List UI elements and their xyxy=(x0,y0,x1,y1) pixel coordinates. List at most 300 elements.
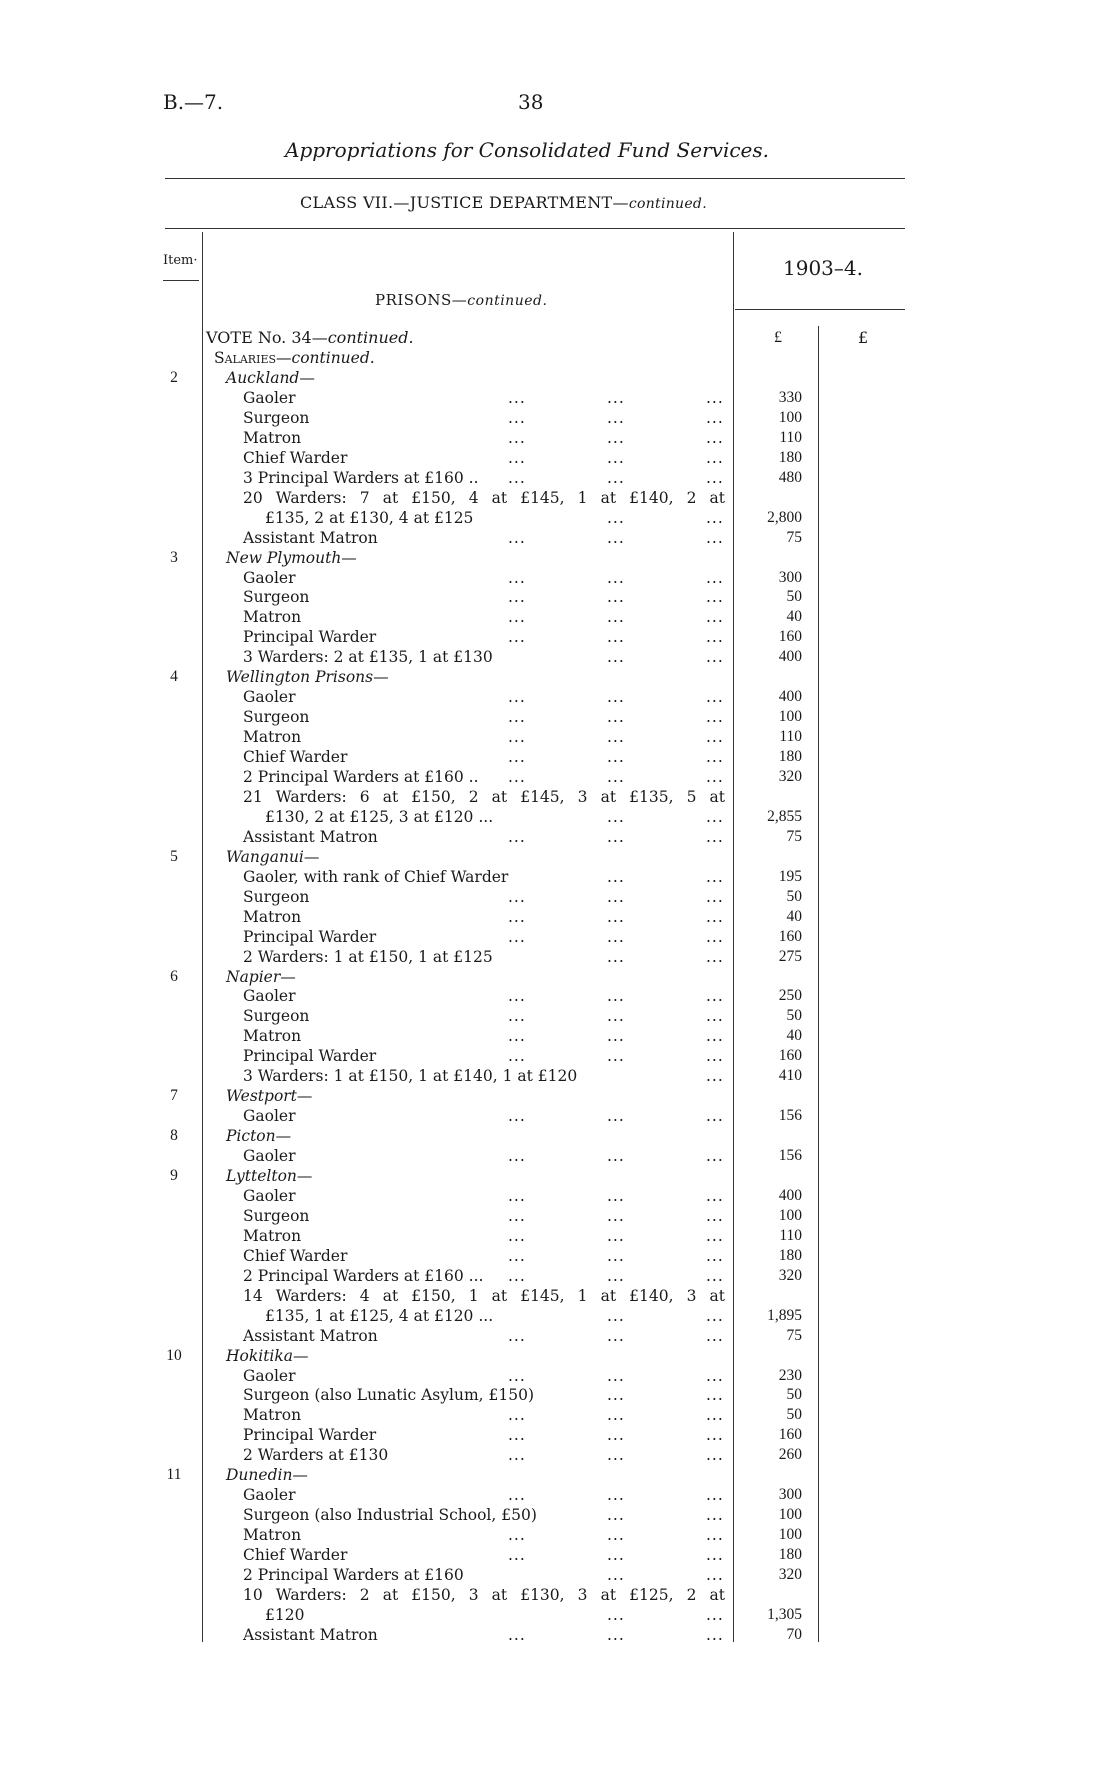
salaries-row xyxy=(0,348,1114,368)
table-row xyxy=(0,707,1114,727)
place-row xyxy=(0,967,1114,987)
year-column-header: 1903–4. xyxy=(783,256,863,280)
leader-dots: ... xyxy=(706,1606,724,1624)
amount-cell: 100 xyxy=(778,708,802,725)
table-row xyxy=(0,1525,1114,1545)
amount-cell: 400 xyxy=(778,688,802,705)
amount-cell: 50 xyxy=(786,1406,802,1423)
amount-cell: 70 xyxy=(786,1626,802,1643)
place-name: Picton— xyxy=(226,1127,292,1145)
amount-cell: 400 xyxy=(778,1187,802,1204)
leader-dots: ... xyxy=(508,1187,526,1205)
leader-dots: ... xyxy=(706,1426,724,1444)
item-header-rule xyxy=(163,280,199,281)
leader-dots: ... xyxy=(607,1526,625,1544)
table-row xyxy=(0,1206,1114,1226)
currency-column-1: £ xyxy=(774,329,782,346)
table-row xyxy=(0,1306,1114,1326)
leader-dots: ... xyxy=(607,429,625,447)
leader-dots: ... xyxy=(607,1506,625,1524)
amount-cell: 50 xyxy=(786,888,802,905)
leader-dots: ... xyxy=(508,1546,526,1564)
table-row xyxy=(0,1106,1114,1126)
leader-dots: ... xyxy=(706,908,724,926)
entry-label: Gaoler xyxy=(243,389,296,407)
entry-label: Principal Warder xyxy=(243,1426,377,1444)
leader-dots: ... xyxy=(508,409,526,427)
place-name: Napier— xyxy=(226,968,296,986)
table-row xyxy=(0,1186,1114,1206)
amount-cell: 110 xyxy=(779,728,802,745)
leader-dots: ... xyxy=(706,1027,724,1045)
leader-dots: ... xyxy=(508,688,526,706)
table-row xyxy=(0,428,1114,448)
leader-dots: ... xyxy=(607,509,625,527)
place-row xyxy=(0,1346,1114,1366)
entry-label: Gaoler xyxy=(243,1367,296,1385)
table-row xyxy=(0,1545,1114,1565)
table-row xyxy=(0,528,1114,548)
leader-dots: ... xyxy=(508,529,526,547)
page-number: 38 xyxy=(518,90,544,114)
entry-label: 2 Principal Warders at £160 .. xyxy=(243,768,479,786)
table-row xyxy=(0,1445,1114,1465)
leader-dots: ... xyxy=(508,828,526,846)
leader-dots: ... xyxy=(508,1626,526,1644)
amount-cell: 180 xyxy=(778,748,802,765)
leader-dots: ... xyxy=(607,828,625,846)
table-row xyxy=(0,1585,1114,1605)
entry-label: Surgeon (also Lunatic Asylum, £150) xyxy=(243,1386,534,1404)
leader-dots: ... xyxy=(607,1566,625,1584)
leader-dots: ... xyxy=(706,469,724,487)
entry-label: Matron xyxy=(243,908,302,926)
leader-dots: ... xyxy=(508,987,526,1005)
leader-dots: ... xyxy=(706,868,724,886)
leader-dots: ... xyxy=(706,648,724,666)
leader-dots: ... xyxy=(607,1147,625,1165)
table-row xyxy=(0,687,1114,707)
amount-cell: 330 xyxy=(778,389,802,406)
amount-cell: 320 xyxy=(778,768,802,785)
leader-dots: ... xyxy=(607,888,625,906)
amount-cell: 100 xyxy=(778,409,802,426)
amount-cell: 180 xyxy=(778,1546,802,1563)
amount-cell: 156 xyxy=(778,1107,802,1124)
leader-dots: ... xyxy=(508,1367,526,1385)
entry-label: Surgeon xyxy=(243,708,310,726)
leader-dots: ... xyxy=(607,928,625,946)
table-row xyxy=(0,1605,1114,1625)
leader-dots: ... xyxy=(508,748,526,766)
leader-dots: ... xyxy=(508,608,526,626)
table-row xyxy=(0,1425,1114,1445)
year-header-rule xyxy=(735,309,905,310)
leader-dots: ... xyxy=(607,1626,625,1644)
leader-dots: ... xyxy=(706,708,724,726)
item-number: 5 xyxy=(170,848,178,865)
leader-dots: ... xyxy=(706,1386,724,1404)
leader-dots: ... xyxy=(607,628,625,646)
leader-dots: ... xyxy=(706,409,724,427)
leader-dots: ... xyxy=(508,1027,526,1045)
place-row xyxy=(0,847,1114,867)
entry-label: Assistant Matron xyxy=(243,1626,378,1644)
leader-dots: ... xyxy=(706,1367,724,1385)
table-row xyxy=(0,1146,1114,1166)
leader-dots: ... xyxy=(706,1007,724,1025)
amount-cell: 180 xyxy=(778,449,802,466)
entry-label: Assistant Matron xyxy=(243,529,378,547)
leader-dots: ... xyxy=(607,1327,625,1345)
leader-dots: ... xyxy=(607,1107,625,1125)
leader-dots: ... xyxy=(607,1247,625,1265)
leader-dots: ... xyxy=(706,1446,724,1464)
table-row xyxy=(0,1366,1114,1386)
vote-label xyxy=(206,328,414,348)
leader-dots: ... xyxy=(607,569,625,587)
entry-label: Surgeon xyxy=(243,588,310,606)
entry-label: 20 Warders: 7 at £150, 4 at £145, 1 at £140, 2 at xyxy=(243,489,725,507)
table-row xyxy=(0,1026,1114,1046)
entry-label: 2 Warders at £130 xyxy=(243,1446,389,1464)
leader-dots: ... xyxy=(607,529,625,547)
leader-dots: ... xyxy=(607,1187,625,1205)
report-reference: B.—7. xyxy=(163,90,224,114)
leader-dots: ... xyxy=(508,1207,526,1225)
amount-cell: 160 xyxy=(778,1047,802,1064)
leader-dots: ... xyxy=(607,808,625,826)
place-row xyxy=(0,667,1114,687)
table-row xyxy=(0,1246,1114,1266)
entry-label: 2 Warders: 1 at £150, 1 at £125 xyxy=(243,948,493,966)
table-row xyxy=(0,647,1114,667)
leader-dots: ... xyxy=(607,1047,625,1065)
entry-label: 2 Principal Warders at £160 xyxy=(243,1566,464,1584)
leader-dots: ... xyxy=(508,449,526,467)
leader-dots: ... xyxy=(508,1486,526,1504)
leader-dots: ... xyxy=(508,1327,526,1345)
leader-dots: ... xyxy=(607,608,625,626)
item-number: 7 xyxy=(170,1087,178,1104)
entry-label: 3 Principal Warders at £160 .. xyxy=(243,469,479,487)
entry-label: Gaoler xyxy=(243,1107,296,1125)
place-row xyxy=(0,1465,1114,1485)
leader-dots: ... xyxy=(706,569,724,587)
amount-cell: 2,855 xyxy=(767,808,802,825)
entry-label-continued: £135, 1 at £125, 4 at £120 ... xyxy=(265,1307,494,1325)
amount-cell: 275 xyxy=(778,948,802,965)
place-row xyxy=(0,368,1114,388)
leader-dots: ... xyxy=(706,1327,724,1345)
table-row xyxy=(0,448,1114,468)
place-name: Westport— xyxy=(226,1087,313,1105)
table-row xyxy=(0,1565,1114,1585)
place-row xyxy=(0,1126,1114,1146)
leader-dots: ... xyxy=(706,449,724,467)
leader-dots: ... xyxy=(706,808,724,826)
entry-label: Gaoler xyxy=(243,1187,296,1205)
table-row xyxy=(0,787,1114,807)
item-number: 11 xyxy=(166,1466,182,1483)
leader-dots: ... xyxy=(706,1147,724,1165)
entry-label: Gaoler xyxy=(243,987,296,1005)
leader-dots: ... xyxy=(706,768,724,786)
table-row xyxy=(0,1405,1114,1425)
leader-dots: ... xyxy=(706,628,724,646)
leader-dots: ... xyxy=(508,928,526,946)
leader-dots: ... xyxy=(706,1546,724,1564)
leader-dots: ... xyxy=(508,1147,526,1165)
salaries-label xyxy=(214,348,375,368)
amount-cell: 160 xyxy=(778,1426,802,1443)
table-row xyxy=(0,867,1114,887)
table-row xyxy=(0,1006,1114,1026)
amount-cell: 75 xyxy=(786,1327,802,1344)
amount-cell: 300 xyxy=(778,569,802,586)
leader-dots: ... xyxy=(508,768,526,786)
table-row xyxy=(0,1505,1114,1525)
leader-dots: ... xyxy=(508,1227,526,1245)
amount-cell: 50 xyxy=(786,1007,802,1024)
leader-dots: ... xyxy=(706,1107,724,1125)
leader-dots: ... xyxy=(508,888,526,906)
leader-dots: ... xyxy=(607,768,625,786)
table-row xyxy=(0,1286,1114,1306)
table-top-rule xyxy=(165,228,905,229)
entry-label: Matron xyxy=(243,1227,302,1245)
amount-cell: 180 xyxy=(778,1247,802,1264)
leader-dots: ... xyxy=(706,509,724,527)
amount-cell: 110 xyxy=(779,429,802,446)
leader-dots: ... xyxy=(607,648,625,666)
table-row xyxy=(0,607,1114,627)
leader-dots: ... xyxy=(706,529,724,547)
entry-label: Gaoler xyxy=(243,569,296,587)
leader-dots: ... xyxy=(607,1426,625,1444)
leader-dots: ... xyxy=(508,628,526,646)
leader-dots: ... xyxy=(706,588,724,606)
leader-dots: ... xyxy=(508,1047,526,1065)
item-number: 4 xyxy=(170,668,178,685)
table-row xyxy=(0,747,1114,767)
place-name: Auckland— xyxy=(226,369,315,387)
amount-cell: 1,895 xyxy=(767,1307,802,1324)
table-row xyxy=(0,1266,1114,1286)
amount-cell: 156 xyxy=(778,1147,802,1164)
table-row xyxy=(0,807,1114,827)
amount-cell: 195 xyxy=(778,868,802,885)
place-name: Lyttelton— xyxy=(226,1167,313,1185)
section-heading-text: PRISONS— xyxy=(375,291,468,309)
entry-label: 10 Warders: 2 at £150, 3 at £130, 3 at £125, 2 at xyxy=(243,1586,725,1604)
entry-label-continued: £135, 2 at £130, 4 at £125 xyxy=(265,509,474,527)
amount-cell: 75 xyxy=(786,529,802,546)
item-number: 8 xyxy=(170,1127,178,1144)
leader-dots: ... xyxy=(508,588,526,606)
leader-dots: ... xyxy=(706,748,724,766)
table-row xyxy=(0,927,1114,947)
leader-dots: ... xyxy=(607,1386,625,1404)
entry-label: Surgeon xyxy=(243,1207,310,1225)
entry-label: 3 Warders: 1 at £150, 1 at £140, 1 at £120 xyxy=(243,1067,578,1085)
leader-dots: ... xyxy=(607,708,625,726)
entry-label: Chief Warder xyxy=(243,449,348,467)
amount-cell: 480 xyxy=(778,469,802,486)
title-rule xyxy=(165,178,905,179)
amount-cell: 40 xyxy=(786,908,802,925)
entry-label-continued: £120 xyxy=(265,1606,305,1624)
leader-dots: ... xyxy=(607,409,625,427)
leader-dots: ... xyxy=(706,1227,724,1245)
leader-dots: ... xyxy=(607,1007,625,1025)
leader-dots: ... xyxy=(706,1247,724,1265)
amount-cell: 260 xyxy=(778,1446,802,1463)
place-row xyxy=(0,1166,1114,1186)
table-row xyxy=(0,408,1114,428)
leader-dots: ... xyxy=(508,469,526,487)
amount-cell: 75 xyxy=(786,828,802,845)
leader-dots: ... xyxy=(508,708,526,726)
leader-dots: ... xyxy=(607,389,625,407)
salaries-label-text: Salaries— xyxy=(214,349,292,367)
leader-dots: ... xyxy=(706,987,724,1005)
table-row xyxy=(0,827,1114,847)
leader-dots: ... xyxy=(508,728,526,746)
leader-dots: ... xyxy=(508,1446,526,1464)
item-number: 6 xyxy=(170,968,178,985)
leader-dots: ... xyxy=(706,1566,724,1584)
amount-cell: 100 xyxy=(778,1526,802,1543)
item-number: 3 xyxy=(170,549,178,566)
item-column-header: Item· xyxy=(163,253,198,268)
leader-dots: ... xyxy=(607,449,625,467)
table-row xyxy=(0,767,1114,787)
leader-dots: ... xyxy=(607,948,625,966)
amount-cell: 320 xyxy=(778,1267,802,1284)
leader-dots: ... xyxy=(508,908,526,926)
amount-cell: 320 xyxy=(778,1566,802,1583)
amount-cell: 100 xyxy=(778,1207,802,1224)
vote-row xyxy=(0,328,1114,348)
entry-label: Chief Warder xyxy=(243,748,348,766)
leader-dots: ... xyxy=(607,1486,625,1504)
leader-dots: ... xyxy=(607,1546,625,1564)
entry-label: Principal Warder xyxy=(243,928,377,946)
entry-label: Surgeon xyxy=(243,1007,310,1025)
leader-dots: ... xyxy=(508,429,526,447)
place-name: Hokitika— xyxy=(226,1347,309,1365)
amount-cell: 50 xyxy=(786,588,802,605)
entry-label: Chief Warder xyxy=(243,1247,348,1265)
table-row xyxy=(0,587,1114,607)
leader-dots: ... xyxy=(508,1406,526,1424)
leader-dots: ... xyxy=(706,1207,724,1225)
vote-continued: continued. xyxy=(327,328,414,347)
class-heading-continued: continued. xyxy=(628,196,707,212)
table-row xyxy=(0,986,1114,1006)
leader-dots: ... xyxy=(607,688,625,706)
leader-dots: ... xyxy=(706,888,724,906)
table-row xyxy=(0,947,1114,967)
entry-label: Matron xyxy=(243,1526,302,1544)
leader-dots: ... xyxy=(607,1027,625,1045)
amount-cell: 40 xyxy=(786,1027,802,1044)
leader-dots: ... xyxy=(607,1446,625,1464)
leader-dots: ... xyxy=(508,1007,526,1025)
item-number: 9 xyxy=(170,1167,178,1184)
table-row xyxy=(0,568,1114,588)
entry-label: Assistant Matron xyxy=(243,828,378,846)
amount-cell: 160 xyxy=(778,928,802,945)
leader-dots: ... xyxy=(607,1267,625,1285)
entry-label: Gaoler, with rank of Chief Warder xyxy=(243,868,509,886)
leader-dots: ... xyxy=(706,389,724,407)
entry-label: Assistant Matron xyxy=(243,1327,378,1345)
table-row xyxy=(0,1066,1114,1086)
leader-dots: ... xyxy=(607,1227,625,1245)
amount-cell: 160 xyxy=(778,628,802,645)
leader-dots: ... xyxy=(607,1606,625,1624)
place-name: Dunedin— xyxy=(226,1466,308,1484)
leader-dots: ... xyxy=(706,1187,724,1205)
leader-dots: ... xyxy=(706,1307,724,1325)
entry-label: Principal Warder xyxy=(243,628,377,646)
entry-label: Gaoler xyxy=(243,1147,296,1165)
leader-dots: ... xyxy=(508,1426,526,1444)
entry-label: Surgeon xyxy=(243,409,310,427)
leader-dots: ... xyxy=(706,1526,724,1544)
entry-label: 2 Principal Warders at £160 ... xyxy=(243,1267,484,1285)
amount-cell: 110 xyxy=(779,1227,802,1244)
amount-cell: 300 xyxy=(778,1486,802,1503)
amount-cell: 230 xyxy=(778,1367,802,1384)
entry-label: 14 Warders: 4 at £150, 1 at £145, 1 at £140, 3 at xyxy=(243,1287,725,1305)
entry-label: Principal Warder xyxy=(243,1047,377,1065)
amount-cell: 40 xyxy=(786,608,802,625)
leader-dots: ... xyxy=(706,948,724,966)
place-row xyxy=(0,548,1114,568)
leader-dots: ... xyxy=(607,1307,625,1325)
leader-dots: ... xyxy=(706,1506,724,1524)
entry-label: Matron xyxy=(243,1027,302,1045)
amount-cell: 1,305 xyxy=(767,1606,802,1623)
table-row xyxy=(0,468,1114,488)
entry-label: Gaoler xyxy=(243,688,296,706)
amount-cell: 400 xyxy=(778,648,802,665)
table-row xyxy=(0,388,1114,408)
class-heading-text: CLASS VII.—JUSTICE DEPARTMENT— xyxy=(300,193,629,212)
table-row xyxy=(0,907,1114,927)
table-row xyxy=(0,627,1114,647)
leader-dots: ... xyxy=(706,828,724,846)
entry-label: 21 Warders: 6 at £150, 2 at £145, 3 at £135, 5 at xyxy=(243,788,725,806)
place-name: Wanganui— xyxy=(226,848,320,866)
entry-label: Surgeon xyxy=(243,888,310,906)
leader-dots: ... xyxy=(508,1247,526,1265)
amount-cell: 250 xyxy=(778,987,802,1004)
leader-dots: ... xyxy=(607,469,625,487)
leader-dots: ... xyxy=(607,1367,625,1385)
section-heading xyxy=(375,291,547,309)
table-row xyxy=(0,1326,1114,1346)
amount-cell: 410 xyxy=(778,1067,802,1084)
entry-label: Chief Warder xyxy=(243,1546,348,1564)
leader-dots: ... xyxy=(706,1406,724,1424)
section-heading-continued: continued. xyxy=(467,293,548,309)
table-row xyxy=(0,887,1114,907)
entry-label: Surgeon (also Industrial School, £50) xyxy=(243,1506,537,1524)
